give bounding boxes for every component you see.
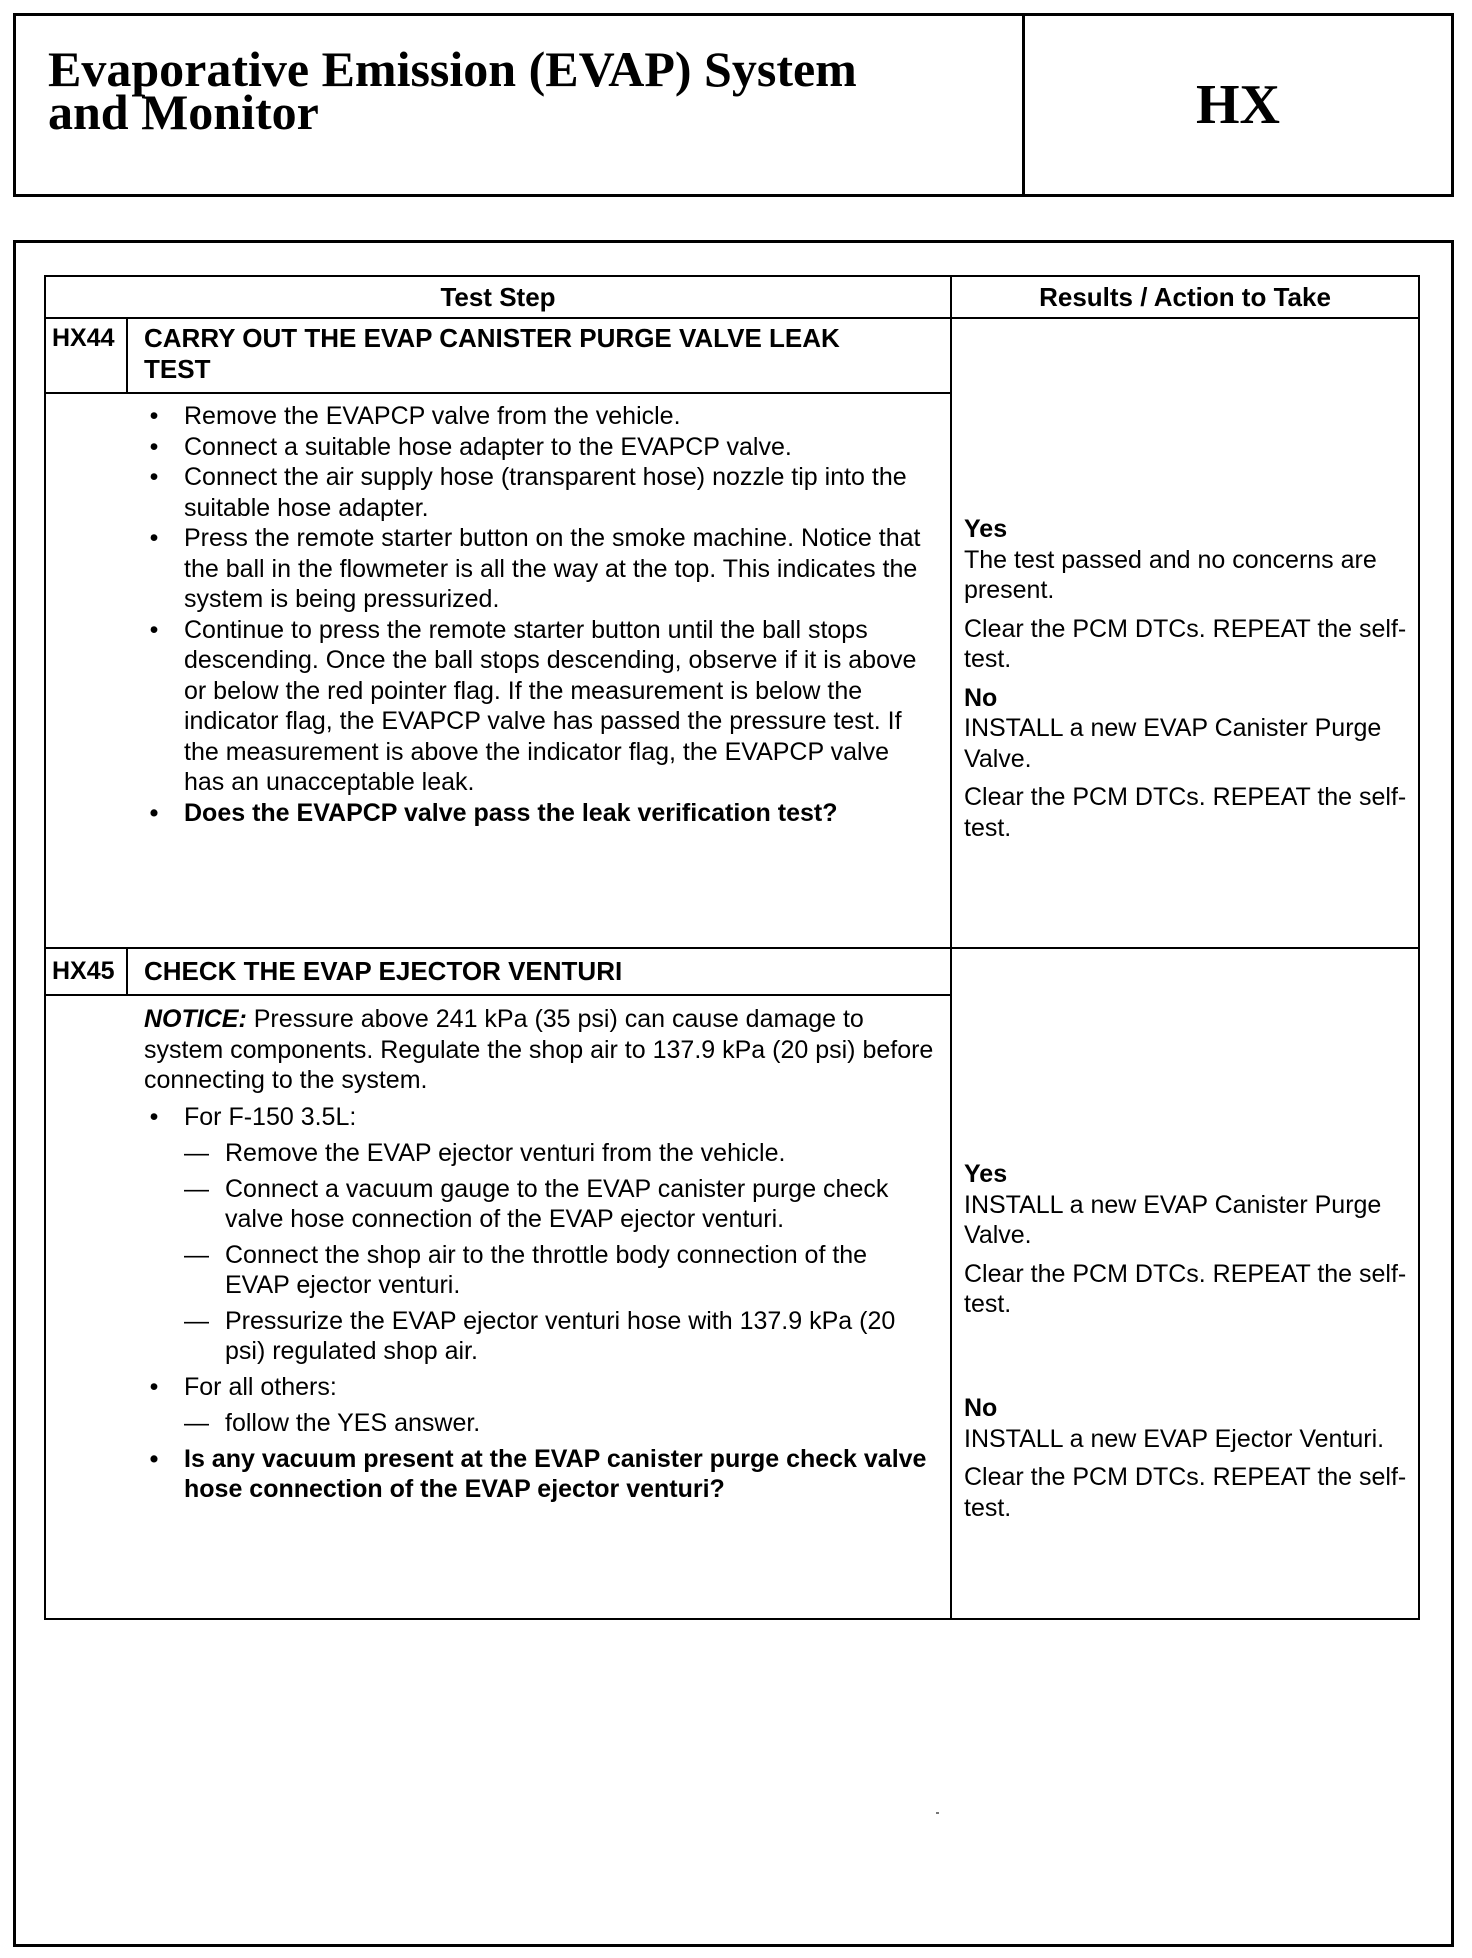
hx45-group — [144, 1372, 934, 1439]
step-row-divider — [46, 947, 1418, 949]
hx44-instruction: • Remove the EVAPCP valve from the vehicle. — [144, 401, 924, 432]
hx45-sub-instruction: — follow the YES answer. — [184, 1408, 934, 1439]
hx44-no-label: No — [964, 683, 998, 712]
hx45-no-text: INSTALL a new EVAP Ejector Venturi. — [964, 1424, 1385, 1453]
step-body-hx45 — [144, 1004, 934, 1505]
diagnostic-table — [44, 275, 1420, 1620]
step-title-hx44-line1: CARRY OUT THE EVAP CANISTER PURGE VALVE LEAK — [144, 323, 840, 353]
hx44-yes-label: Yes — [964, 515, 1008, 543]
column-header-results: Results / Action to Take — [1039, 282, 1331, 312]
hx44-question: • Does the EVAPCP valve pass the leak verification test? — [144, 798, 924, 829]
hx44-id-divider — [126, 317, 128, 392]
hx45-question: • Is any vacuum present at the EVAP canister purge check valve hose connection of the EVAP ejector venturi? — [144, 1444, 934, 1505]
hx45-no-label: No — [964, 1394, 998, 1422]
step-title-hx45: CHECK THE EVAP EJECTOR VENTURI — [144, 956, 623, 986]
hx45-group2-label: For all others: — [184, 1372, 337, 1401]
step-id-hx44: HX44 — [52, 324, 115, 352]
hx44-instruction: • Press the remote starter button on the smoke machine. Notice that the ball in the flowmeter is all the way at the top. This indicates the system is being pressurized. — [144, 523, 924, 615]
hx45-group1-label: For F-150 3.5L: — [184, 1102, 357, 1131]
hx45-yes-text: INSTALL a new EVAP Canister Purge Valve. — [964, 1190, 1382, 1249]
scan-speck — [936, 1812, 939, 1814]
hx44-instruction: • Connect a suitable hose adapter to the EVAPCP valve. — [144, 432, 924, 463]
hx45-sub-instruction: — Connect the shop air to the throttle body connection of the EVAP ejector venturi. — [184, 1240, 934, 1301]
section-code: HX — [1196, 74, 1280, 136]
column-header-test-step: Test Step — [440, 282, 556, 312]
step-title-hx44-line2: TEST — [144, 354, 211, 384]
hx44-title-divider — [46, 392, 950, 394]
hx44-no-text: INSTALL a new EVAP Canister Purge Valve. — [964, 714, 1382, 773]
hx45-title-divider — [46, 994, 950, 996]
document-title — [48, 41, 948, 140]
results-hx45-no — [964, 1393, 1412, 1531]
hx45-id-divider — [126, 947, 128, 994]
hx44-no-action: Clear the PCM DTCs. REPEAT the self-test. — [964, 783, 1407, 842]
hx45-notice — [144, 1004, 934, 1096]
hx45-sub-instruction: — Pressurize the EVAP ejector venturi hose with 137.9 kPa (20 psi) regulated shop air. — [184, 1306, 934, 1367]
step-title-hx44 — [144, 323, 944, 385]
hx45-notice-label: NOTICE: — [144, 1005, 247, 1033]
hx45-yes-label: Yes — [964, 1160, 1008, 1188]
step-id-hx45: HX45 — [52, 957, 115, 985]
hx45-group2-items — [184, 1408, 934, 1439]
hx44-yes-action: Clear the PCM DTCs. REPEAT the self-test. — [964, 614, 1407, 673]
hx45-yes-action: Clear the PCM DTCs. REPEAT the self-test. — [964, 1259, 1407, 1318]
hx44-instruction: • Continue to press the remote starter button until the ball stops descending. Once the ball stops descending, observe if it is above or below the red pointer flag. If the measurement is below the indicator flag, the EVAPCP valve has passed the pressure test. If the measurement is above the indicator flag, the EVAPCP valve has an unacceptable leak. — [144, 615, 924, 798]
document-title-line2: and Monitor — [48, 84, 319, 140]
header-row-divider — [46, 317, 1418, 319]
hx44-yes-text: The test passed and no concerns are present. — [964, 545, 1377, 604]
hx45-instructions — [144, 1102, 934, 1505]
hx44-instruction: • Connect the air supply hose (transparent hose) nozzle tip into the suitable hose adapter. — [144, 462, 924, 523]
step-body-hx44 — [144, 401, 924, 828]
results-hx44 — [964, 514, 1412, 851]
hx45-sub-instruction: — Connect a vacuum gauge to the EVAP canister purge check valve hose connection of the EVAP ejector venturi. — [184, 1174, 934, 1235]
hx45-group — [144, 1102, 934, 1367]
hx44-instructions — [144, 401, 924, 828]
hx45-notice-text: Pressure above 241 kPa (35 psi) can cause damage to system components. Regulate the shop air to 137.9 kPa (20 psi) before connecting to the system. — [144, 1005, 934, 1094]
hx45-group1-items — [184, 1138, 934, 1367]
hx45-sub-instruction: — Remove the EVAP ejector venturi from the vehicle. — [184, 1138, 934, 1169]
results-hx45-yes — [964, 1159, 1412, 1328]
hx45-no-action: Clear the PCM DTCs. REPEAT the self-test. — [964, 1463, 1407, 1522]
document-title-line1: Evaporative Emission (EVAP) System — [48, 41, 857, 97]
